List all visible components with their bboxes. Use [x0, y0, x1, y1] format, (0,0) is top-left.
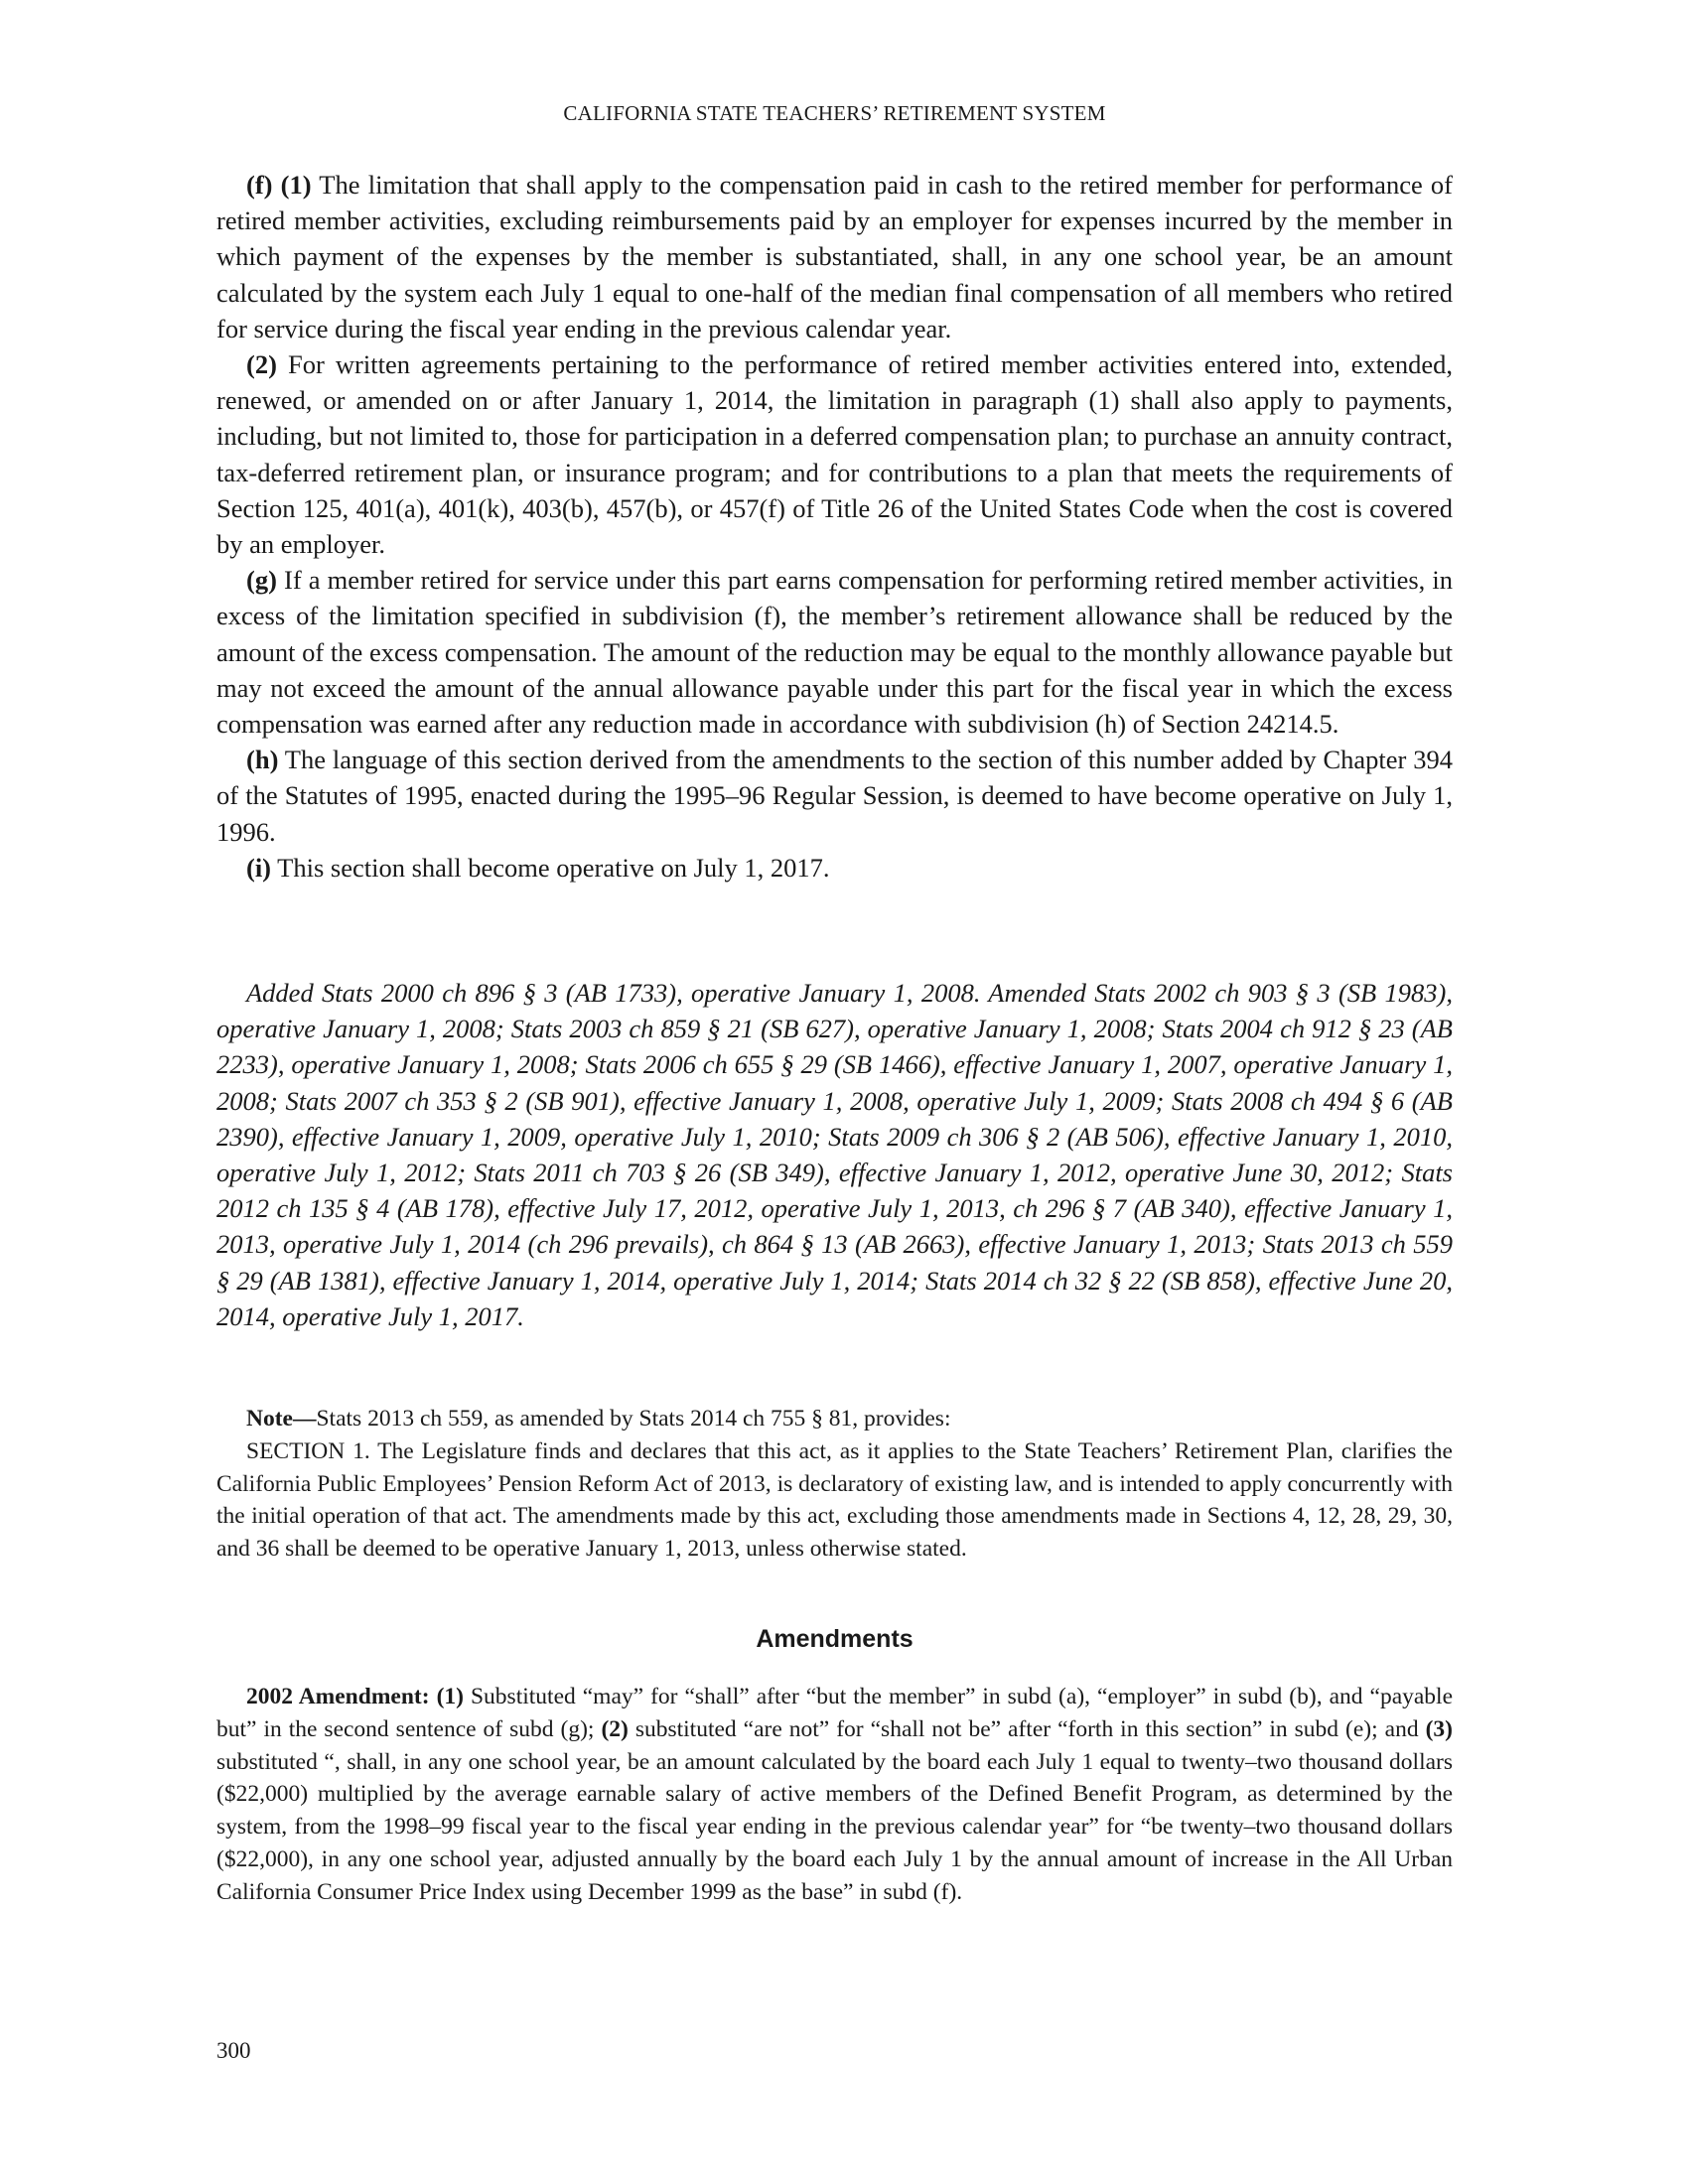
- running-head: CALIFORNIA STATE TEACHERS’ RETIREMENT SYSTEM: [563, 101, 1106, 125]
- note-label: Note—: [246, 1406, 317, 1432]
- history-text: Added Stats 2000 ch 896 § 3 (AB 1733), operative January 1, 2008. Amended Stats 2002 ch 903 § 3 (SB 1983), operative January 1, 2008; Stats 2003 ch 859 § 21 (SB 627), operative January 1, 2008; Stats 2004 ch 912 § 23 (AB 2233), operative January 1, 2008; Stats 2006 ch 655 § 29 (SB 1466), effective January 1, 2007, operative January 1, 2008; Stats 2007 ch 353 § 2 (SB 901), effective January 1, 2008, operative July 1, 2009; Stats 2008 ch 494 § 6 (AB 2390), effective January 1, 2009, operative July 1, 2010; Stats 2009 ch 306 § 2 (AB 506), effective January 1, 2010, operative July 1, 2012; Stats 2011 ch 703 § 26 (SB 349), effective January 1, 2012, operative June 30, 2012; Stats 2012 ch 135 § 4 (AB 178), effective July 17, 2012, operative July 1, 2013, ch 296 § 7 (AB 340), effective January 1, 2013, operative July 1, 2014 (ch 296 prevails), ch 864 § 13 (AB 2663), effective January 1, 2013; Stats 2013 ch 559 § 29 (AB 1381), effective January 1, 2014, operative July 1, 2014; Stats 2014 ch 32 § 22 (SB 858), effective June 20, 2014, operative July 1, 2017.: [216, 978, 1453, 1331]
- amendments-heading: Amendments: [756, 1625, 914, 1653]
- subdivision-text: The limitation that shall apply to the compensation paid in cash to the retired member for performance of retired member activities, excluding reimbursements paid by an employer for expenses incurred by the member in which payment of the expenses by the member is substantiated, shall, in any one school year, be an amount calculated by the system each July 1 equal to one-half of the median final compensation of all members who retired for service during the fiscal year ending in the previous calendar year.: [216, 170, 1453, 343]
- amendment-item-number: (3): [1425, 1715, 1453, 1742]
- subdivision-label: (i): [246, 852, 272, 883]
- amendment-item-text: substituted “, shall, in any one school year, be an amount calculated by the board each July 1 equal to twenty–two thousand dollars ($22,000) multiplied by the average earnable salary of active members of the Defined Benefit Program, as determined by the system, from the 1998–99 fiscal year to the fiscal year ending in the previous calendar year” for “be twenty–two thousand dollars ($22,000), in any one school year, adjusted annually by the board each July 1 by the annual amount of increase in the All Urban California Consumer Price Index using December 1999 as the base” in subd (f).: [216, 1748, 1453, 1905]
- amendment-item-number: (2): [601, 1715, 629, 1742]
- subdivision-label: (g): [246, 565, 277, 596]
- amendment-item-text: substituted “are not” for “shall not be” after “forth in this section” in subd (e); and: [628, 1715, 1426, 1742]
- subdivision-label: (h): [246, 745, 279, 775]
- statute-body: [216, 167, 1453, 886]
- amendments-block: [216, 1681, 1453, 1909]
- subdivision-text: For written agreements pertaining to the performance of retired member activities entered into, extended, renewed, or amended on or after January 1, 2014, the limitation in paragraph (1) shall also apply to payments, including, but not limited to, those for participation in a deferred compensation plan; to purchase an annuity contract, tax-deferred retirement plan, or insurance program; and for contributions to a plan that meets the requirements of Section 125, 401(a), 401(k), 403(b), 457(b), or 457(f) of Title 26 of the United States Code when the cost is covered by an employer.: [216, 349, 1453, 560]
- subdivision-text: This section shall become operative on July 1, 2017.: [271, 852, 830, 883]
- document-page: [216, 0, 1453, 2184]
- subdivision-text: The language of this section derived from the amendments to the section of this number added by Chapter 394 of the Statutes of 1995, enacted during the 1995–96 Regular Session, is deemed to have become operative on July 1, 1996.: [216, 745, 1453, 847]
- amendment-item-text: Substituted “may” for “shall” after “but the member” in subd (a), “employer” in subd (b), and “payable but” in the second sentence of subd (g);: [216, 1684, 1454, 1742]
- note-intro-text: Stats 2013 ch 559, as amended by Stats 2014 ch 755 § 81, provides:: [316, 1406, 951, 1432]
- subdivision-text: If a member retired for service under this part earns compensation for performing retired member activities, in excess of the limitation specified in subdivision (f), the member’s retirement allowance shall be reduced by the amount of the excess compensation. The amount of the reduction may be equal to the monthly allowance payable but may not exceed the amount of the annual allowance payable under this part for the fiscal year in which the excess compensation was earned after any reduction made in accordance with subdivision (h) of Section 24214.5.: [216, 565, 1453, 740]
- note-intro: [216, 1403, 1453, 1435]
- subdivision-g: [216, 562, 1453, 742]
- subdivision-f-2: [216, 346, 1453, 562]
- amendment-label: 2002 Amendment:: [246, 1684, 430, 1709]
- page-number: 300: [216, 2038, 251, 2063]
- subdivision-h: [216, 742, 1453, 850]
- subdivision-i: [216, 850, 1453, 886]
- amendment-item-number: (1): [436, 1684, 464, 1709]
- subdivision-f: [216, 167, 1453, 346]
- legislative-history: [216, 975, 1453, 1334]
- subdivision-label: (2): [246, 349, 277, 380]
- note-section-text: SECTION 1. The Legislature finds and declares that this act, as it applies to the State Teachers’ Retirement Plan, clarifies the California Public Employees’ Pension Reform Act of 2013, is declaratory of existing law, and is intended to apply concurrently with the initial operation of that act. The amendments made by this act, excluding those amendments made in Sections 4, 12, 28, 29, 30, and 36 shall be deemed to be operative January 1, 2013, unless otherwise stated.: [216, 1437, 1453, 1563]
- subdivision-label: (f) (1): [246, 170, 312, 200]
- note-block: [216, 1403, 1453, 1566]
- amendment-2002: [216, 1681, 1453, 1909]
